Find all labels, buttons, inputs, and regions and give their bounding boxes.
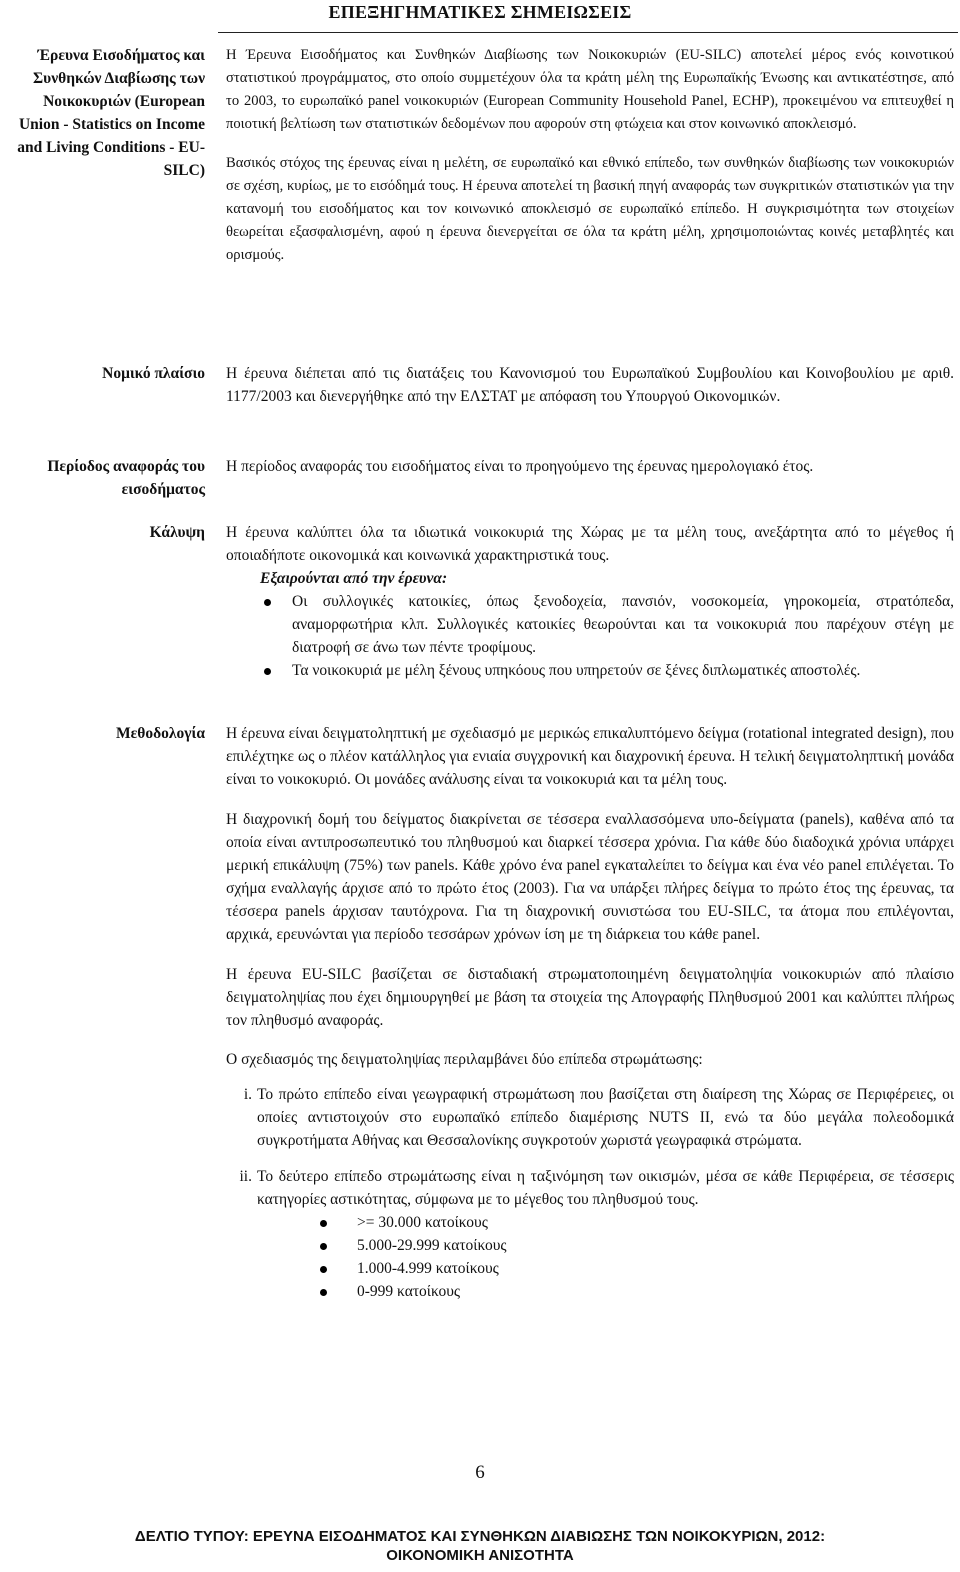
section-body-survey — [226, 44, 954, 267]
section-label-survey: Έρευνα Εισοδήματος και Συνθηκών Διαβίωσης των Νοικοκυριών (European Union - Statistics on Income and Living Conditions - EU-SILC) — [17, 47, 205, 179]
section-label-methodology: Μεθοδολογία — [116, 725, 205, 742]
excluded-heading: Εξαιρούνται από την έρευνα: — [260, 570, 448, 587]
excluded-list — [226, 590, 954, 682]
methodology-paragraph-4: Ο σχεδιασμός της δειγματοληψίας περιλαμβάνει δύο επίπεδα στρωμάτωσης: — [226, 1051, 703, 1068]
methodology-paragraph-2: Η διαχρονική δομή του δείγματος διακρίνεται σε τέσσερα εναλλασσόμενα υπο-δείγματα (panels), καθένα από τα οποία είναι αντιπροσωπευτικό του πληθυσμού και διαρκεί τέσσερα χρόνια. Για κάθε δύο διαδοχικά χρόνια υπάρχει μερική επικάλυψη (75%) των panels. Κάθε χρόνο ένα panel εγκαταλείπει το δείγμα και ένα νέο panel επιλέγεται. Το σχήμα εναλλαγής άρχισε από το πρώτο έτος (2003). Για να υπάρξει πλήρες δείγμα το πρώτο έτος της έρευνας, τα τέσσερα panels άρχισαν ταυτόχρονα. Για τη διαχρονική συνιστώσα του EU-SILC, τα άτομα που επιλέγονται, αρχικά, ερευνώνται για περίοδο τεσσάρων χρόνων ίση με τη διάρκεια του κάθε panel. — [226, 811, 954, 943]
survey-paragraph-2: Βασικός στόχος της έρευνας είναι η μελέτη, σε ευρωπαϊκό και εθνικό επίπεδο, των συνθηκών διαβίωσης των νοικοκυριών σε σχέση, κυρίως, με το εισόδημά τους. Η έρευνα αποτελεί τη βασική πηγή αναφοράς των συγκριτικών στατιστικών για την κατανομή του εισοδήματος και τον κοινωνικό αποκλεισμό σε ευρωπαϊκό επίπεδο. Η συγκρισιμότητα των στοιχείων θεωρείται εξασφαλισμένη, αφού η έρευνα διενεργείται σε όλα τα κράτη μέλη, χρησιμοποιώντας κοινές μεταβλητές και ορισμούς. — [226, 155, 954, 263]
section-label-legal: Νομικό πλαίσιο — [102, 365, 205, 382]
list-item: ii. Το δεύτερο επίπεδο στρωμάτωσης είναι η ταξινόμηση των οικισμών, μέσα σε κάθε Περιφέρεια, σε τέσσερις κατηγορίες αστικότητας, σύμφωνα με το μέγεθος του πληθυσμού τους. — [239, 1168, 954, 1208]
footer-line-1: ΔΕΛΤΙΟ ΤΥΠΟΥ: ΕΡΕΥΝΑ ΕΙΣΟΔΗΜΑΤΟΣ ΚΑΙ ΣΥΝΘΗΚΩΝ ΔΙΑΒΙΩΣΗΣ ΤΩΝ ΝΟΙΚΟΚΥΡΙΩΝ, 2012: — [134, 1528, 826, 1545]
page-number: 6 — [475, 1462, 485, 1483]
stratification-levels — [226, 1083, 954, 1211]
period-paragraph: Η περίοδος αναφοράς του εισοδήματος είναι το προηγούμενο της έρευνας ημερολογιακό έτος. — [226, 458, 814, 475]
bullet-icon — [320, 1266, 327, 1273]
list-item: 5.000-29.999 κατοίκους — [226, 1234, 954, 1257]
coverage-paragraph: Η έρευνα καλύπτει όλα τα ιδιωτικά νοικοκυριά της Χώρας με τα μέλη τους, ανεξάρτητα από το μέγεθος ή οποιαδήποτε οικονομικά και κοινωνικά χαρακτηριστικά τους. — [226, 524, 954, 564]
bullet-icon — [264, 668, 271, 675]
bullet-icon — [320, 1289, 327, 1296]
list-item: 1.000-4.999 κατοίκους — [226, 1257, 954, 1280]
footer-line-2: ΟΙΚΟΝΟΜΙΚΗ ΑΝΙΣΟΤΗΤΑ — [386, 1547, 574, 1564]
list-item: i. Το πρώτο επίπεδο είναι γεωγραφική στρωμάτωση που βασίζεται στη διαίρεση της Χώρας σε Περιφέρειες, οι οποίες αντιστοιχούν στο ευρωπαϊκό επίπεδο διαμέρισης NUTS II, ενώ τα δύο μεγάλα πολεοδομικά συγκροτήματα Αθήνας και Θεσσαλονίκης συγκροτούν χωριστά γεωγραφικά στρώματα. — [243, 1086, 954, 1149]
list-item: Τα νοικοκυριά με μέλη ξένους υπηκόους που υπηρετούν σε ξένες διπλωματικές αποστολές. — [226, 659, 954, 682]
list-item: 0-999 κατοίκους — [226, 1280, 954, 1303]
bullet-icon — [320, 1243, 327, 1250]
page-title: ΕΠΕΞΗΓΗΜΑΤΙΚΕΣ ΣΗΜΕΙΩΣΕΙΣ — [328, 2, 632, 22]
section-body-methodology — [226, 722, 954, 1303]
list-item: >= 30.000 κατοίκους — [226, 1211, 954, 1234]
legal-paragraph: Η έρευνα διέπεται από τις διατάξεις του Κανονισμού του Ευρωπαϊκού Συμβουλίου και Κοινοβουλίου με αριθ. 1177/2003 και διενεργήθηκε από την ΕΛΣΤΑΤ με απόφαση του Υπουργού Οικονομικών. — [226, 365, 954, 405]
bullet-icon — [264, 599, 271, 606]
survey-paragraph-1: Η Έρευνα Εισοδήματος και Συνθηκών Διαβίωσης των Νοικοκυριών (EU-SILC) αποτελεί μέρος ενός κοινοτικού στατιστικού προγράμματος, στο οποίο συμμετέχουν όλα τα κράτη μέλη της Ευρωπαϊκής Ένωσης και αντικατέστησε, από το 2003, το ευρωπαϊκό panel νοικοκυριών (European Community Household Panel, ECHP), προκειμένου να επιτευχθεί η ποιοτική βελτίωση των στατιστικών δεδομένων που αφορούν στη φτώχεια και στον κοινωνικό αποκλεισμό. — [226, 47, 954, 132]
methodology-paragraph-1: Η έρευνα είναι δειγματοληπτική με σχεδιασμό με μερικώς επικαλυπτόμενο δείγμα (rotational integrated design), που επιλέχτηκε ως ο πλέον κατάλληλος για ενιαία συγχρονική και διαχρονική έρευνα. Η τελική δειγματοληπτική μονάδα είναι το νοικοκυριό. Οι μονάδες ανάλυσης είναι τα νοικοκυριά και τα μέλη τους. — [226, 725, 954, 788]
list-item: Οι συλλογικές κατοικίες, όπως ξενοδοχεία, πανσιόν, νοσοκομεία, γηροκομεία, στρατόπεδα, αναμορφωτήρια κλπ. Συλλογικές κατοικίες θεωρούνται και τα νοικοκυριά που παρέχουν στέγη με διατροφή σε άνω των πέντε τροφίμους. — [226, 590, 954, 659]
footer — [0, 1527, 960, 1565]
section-body-period — [226, 455, 954, 478]
population-classes — [226, 1211, 954, 1303]
section-label-period: Περίοδος αναφοράς του εισοδήματος — [47, 458, 205, 498]
methodology-paragraph-3: Η έρευνα EU-SILC βασίζεται σε δισταδιακή στρωματοποιημένη δειγματοληψία νοικοκυριών από πλαίσιο δειγματοληψίας που έχει δημιουργηθεί με βάση τα στοιχεία της Απογραφής Πληθυσμού 2001 και καλύπτει πλήρως τον πληθυσμό αναφοράς. — [226, 966, 954, 1029]
section-label-coverage: Κάλυψη — [149, 524, 205, 541]
section-body-coverage — [226, 521, 954, 682]
bullet-icon — [320, 1220, 327, 1227]
section-body-legal — [226, 362, 954, 408]
header-rule — [218, 32, 958, 33]
